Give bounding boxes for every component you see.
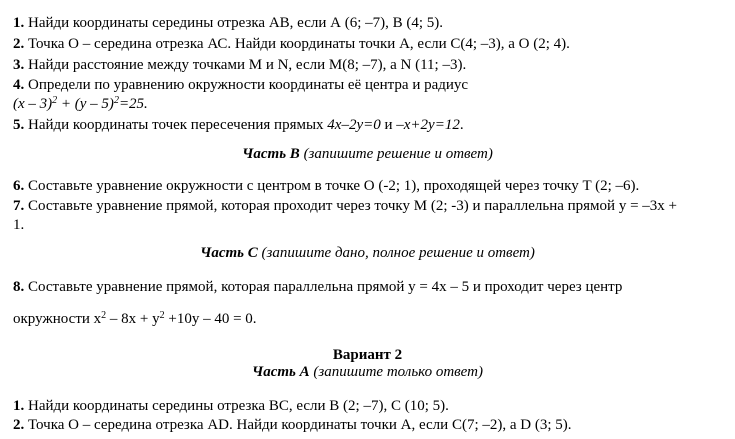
task-4 [13, 76, 727, 94]
equation-1: 4x–2y=0 [327, 117, 381, 133]
task-text: Найди координаты середины отрезка ВС, если В (2; –7), С (10; 5). [28, 398, 449, 414]
task-1 [13, 14, 727, 32]
task-5: 5. Найди координаты точек пересечения прямых 4x–2y=0 и –x+2y=12. [13, 117, 464, 133]
task-7 [13, 197, 727, 215]
task-number: 8. [13, 279, 25, 295]
equation-2: –x+2y=12 [396, 117, 460, 133]
task-text: Найди координаты точек пересечения прямых [28, 117, 328, 133]
task-number: 7. [13, 198, 25, 214]
task-number: 3. [13, 57, 25, 73]
variant-2-title: Вариант 2 [332, 347, 403, 363]
task-7-continuation: 1. [13, 217, 25, 233]
task-number: 1. [13, 15, 25, 31]
task-number: 5. [13, 117, 25, 133]
task-number: 6. [13, 178, 25, 194]
task-text: Определи по уравнению окружности координаты её центра и радиус [28, 77, 469, 93]
task-2 [13, 35, 727, 53]
task-text: Найди расстояние между точками M и N, если M(8; –7), а N (11; –3). [28, 57, 467, 73]
task-number: 4. [13, 77, 25, 93]
task-4-equation: (x – 3)$^2$ + (y – 5)$^2$=25. [13, 95, 148, 112]
variant-2-task-1 [13, 397, 727, 415]
task-text: Найди координаты середины отрезка АВ, если А (6; –7), В (4; 5). [28, 15, 444, 31]
task-8-continuation: окружности $x^2 - 8x + y^2 +10y - 40 = 0$. [13, 310, 257, 327]
task-text: Точка О – середина отрезка АD. Найди координаты точки А, если С(7; –2), а D (3; 5). [28, 417, 572, 433]
task-number: 2. [13, 36, 25, 52]
task-6 [13, 177, 727, 195]
task-3 [13, 56, 727, 74]
part-b-heading: Часть В (запишите решение и ответ) [242, 146, 493, 162]
task-text: Составьте уравнение прямой, которая параллельна прямой y = 4x – 5 и проходит через центр [28, 279, 623, 295]
task-number: 1. [13, 398, 25, 414]
task-8 [13, 278, 727, 296]
task-text: Составьте уравнение прямой, которая проходит через точку M (2; -3) и параллельна прямой y = –3x + [28, 198, 677, 214]
variant-2-part-a-heading: Часть А (запишите только ответ) [252, 364, 483, 380]
task-number: 2. [13, 417, 25, 433]
task-text: Точка О – середина отрезка АС. Найди координаты точки А, если С(4; –3), а О (2; 4). [28, 36, 570, 52]
task-text: Составьте уравнение окружности с центром в точке О (-2; 1), проходящей через точку T (2; –6). [28, 178, 640, 194]
variant-2-task-2 [13, 416, 727, 434]
part-c-heading: Часть С (запишите дано, полное решение и ответ) [200, 245, 535, 261]
